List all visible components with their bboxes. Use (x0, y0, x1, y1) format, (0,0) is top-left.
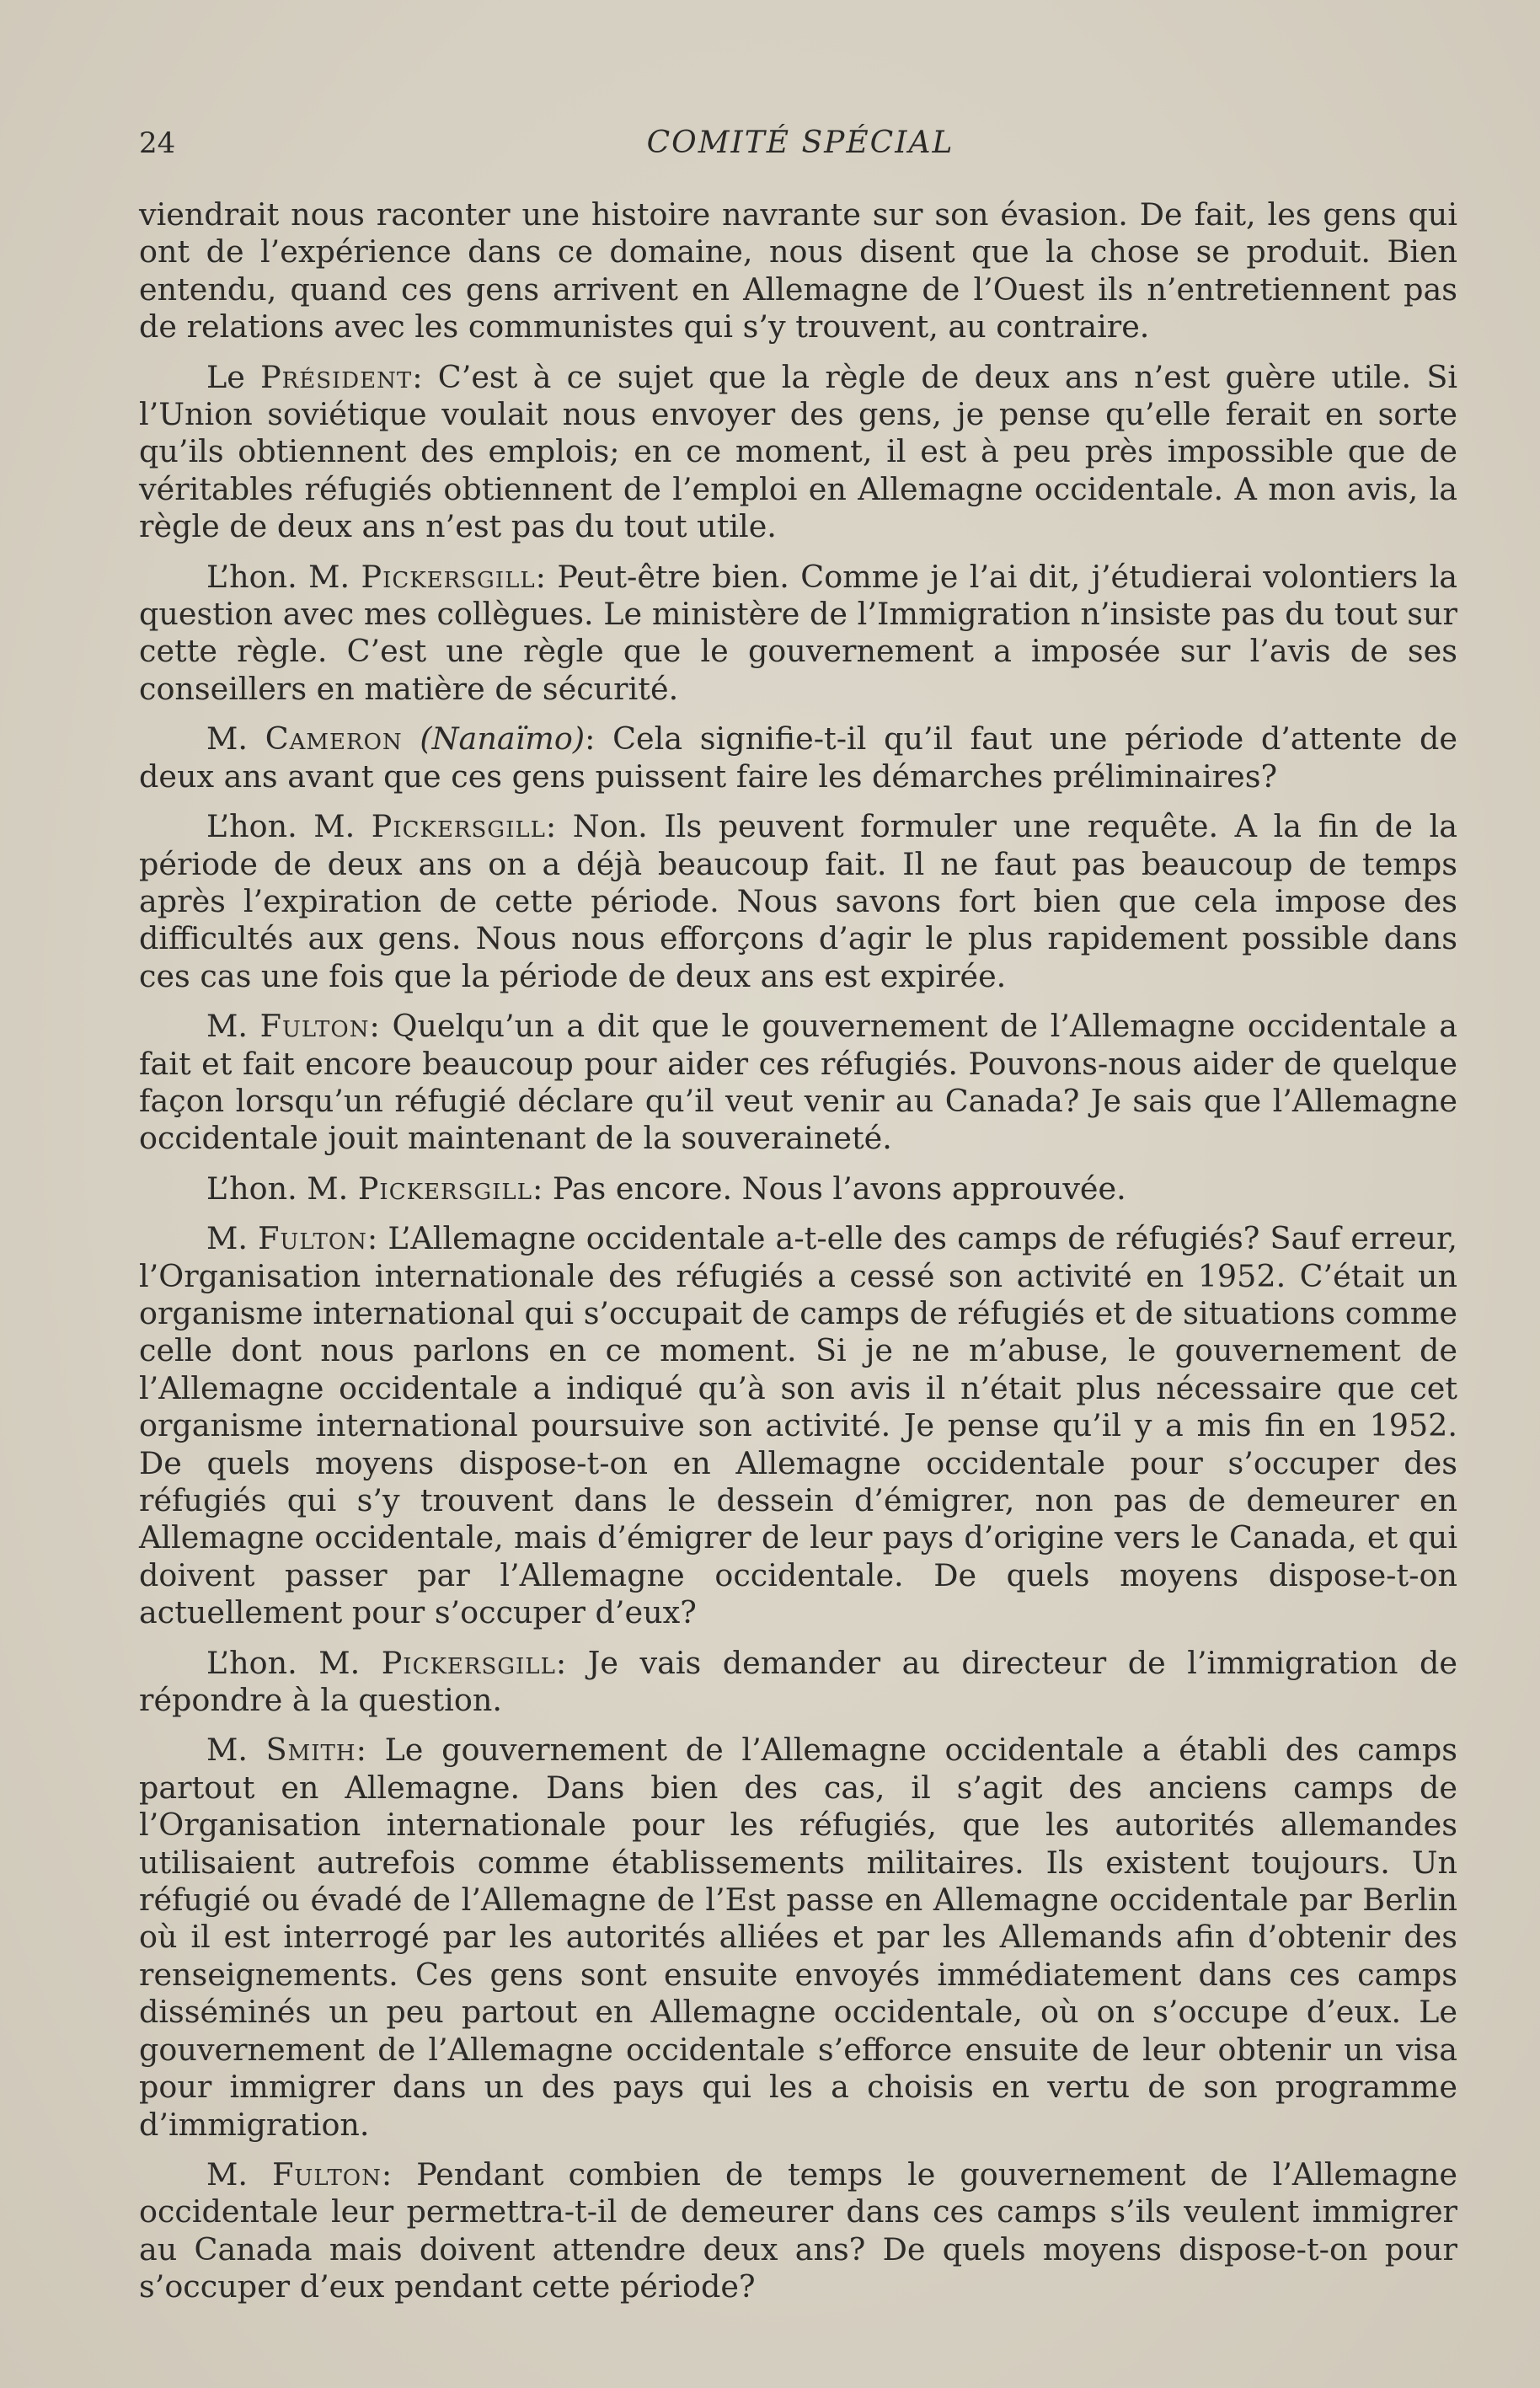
paragraph-text: Non. Ils peuvent formuler une requête. A la fin de la période de deux ans on a déjà beaucoup fait. Il ne faut pas beaucoup de temps après l’expiration de cette période. Nous savons fort bien que cela impose des difficultés aux gens. Nous nous efforçons d’agir le plus rapidement possible dans ces cas une fois que la période de deux ans est expirée. (139, 808, 1457, 994)
speaker-name: Pickersgill (361, 558, 536, 595)
paragraph-text: Pas encore. Nous l’avons approuvée. (552, 1170, 1126, 1207)
speaker-name: Smith (265, 1732, 356, 1769)
speaker-name: Fulton (258, 1220, 367, 1257)
speech-paragraph (139, 1645, 1457, 1720)
speaker-prefix: Le (206, 358, 261, 395)
page-header (139, 118, 1462, 169)
speaker-name: Pickersgill (357, 1170, 532, 1207)
paragraph-text: viendrait nous raconter une histoire navrante sur son évasion. De fait, les gens qui ont de l’expérience dans ce domaine, nous disent que la chose se produit. Bien entendu, quand ces gens arrivent en Allemagne de l’Ouest ils n’entretiennent pas de relations avec les communistes qui s’y trouvent, au contraire. (139, 196, 1457, 345)
speaker-separator: : (532, 1170, 553, 1207)
speaker-name: Pickersgill (371, 808, 546, 845)
speech-paragraph (139, 2156, 1457, 2306)
speech-paragraph (139, 359, 1457, 546)
speaker-riding: (Nanaïmo) (402, 720, 586, 758)
paragraph-text: Le gouvernement de l’Allemagne occidentale a établi des camps partout en Allemagne. Dans bien des cas, il s’agit des anciens camps de l’Organisation internationale pour les réfugiés, que les autorités allemandes utilisaient autrefois comme établissements militaires. Ils existent toujours. Un réfugié ou évadé de l’Allemagne de l’Est passe en Allemagne occidentale par Berlin où il est interrogé par les autorités alliées et par les Allemands afin d’obtenir des renseignements. Ces gens sont ensuite envoyés immédiatement dans ces camps disséminés un peu partout en Allemagne occidentale, où on s’occupe d’eux. Le gouvernement de l’Allemagne occidentale s’efforce ensuite de leur obtenir un visa pour immigrer dans un des pays qui les a choisis en vertu de son programme d’immigration. (139, 1732, 1458, 2143)
paragraph-text: Peut-être bien. Comme je l’ai dit, j’étudierai volontiers la question avec mes collègues. Le ministère de l’Immigration n’insiste pas du tout sur cette règle. C’est une règle que le gouvernement a imposée sur l’avis de ses conseillers en matière de sécurité. (139, 558, 1457, 707)
speaker-prefix: M. (206, 1008, 260, 1045)
paragraph-continuation (139, 196, 1457, 346)
speaker-separator: : (555, 1644, 588, 1681)
speaker-name: Fulton (272, 2155, 382, 2193)
running-title: COMITÉ SPÉCIAL (646, 126, 954, 160)
speaker-prefix: M. (206, 2155, 273, 2193)
speech-paragraph (139, 559, 1457, 709)
paragraph-text: L’Allemagne occidentale a-t-elle des camps de réfugiés? Sauf erreur, l’Organisation internationale des réfugiés a cessé son activité en 1952. C’était un organisme international qui s’occupait de camps de réfugiés et de situations comme celle dont nous parlons en ce moment. Si je ne m’abuse, le gouvernement de l’Allemagne occidentale a indiqué qu’à son avis il n’était plus nécessaire que cet organisme international poursuive son activité. Je pense qu’il y a mis fin en 1952. De quels moyens dispose-t-on en Allemagne occidentale pour s’occuper des réfugiés qui s’y trouvent dans le dessein d’émigrer, non pas de demeurer en Allemagne occidentale, mais d’émigrer de leur pays d’origine vers le Canada, et qui doivent passer par l’Allemagne occidentale. De quels moyens dispose-t-on actuellement pour s’occuper d’eux? (139, 1220, 1457, 1631)
speech-paragraph (139, 720, 1457, 795)
paragraph-text: Je vais demander au directeur de l’immigration de répondre à la question. (139, 1644, 1457, 1719)
speech-paragraph (139, 1732, 1457, 2143)
speaker-name: Fulton (259, 1008, 370, 1045)
speaker-separator: : (585, 720, 613, 758)
speaker-prefix: L’hon. M. (206, 558, 361, 595)
paragraph-text: Pendant combien de temps le gouvernement de l’Allemagne occidentale leur permettra-t-il de demeurer dans ces camps s’ils veulent immigrer au Canada mais doivent attendre deux ans? De quels moyens dispose-t-on pour s’occuper d’eux pendant cette période? (139, 2155, 1458, 2305)
speaker-prefix: M. (206, 1732, 266, 1769)
speaker-prefix: M. (206, 720, 265, 758)
speaker-prefix: M. (206, 1220, 259, 1257)
speaker-separator: : (381, 2155, 417, 2193)
speaker-name: Pickersgill (381, 1644, 556, 1681)
speaker-separator: : (366, 1220, 388, 1257)
speech-paragraph (139, 1220, 1457, 1631)
speaker-name: Cameron (265, 720, 403, 758)
page-body (139, 196, 1457, 2319)
speaker-prefix: L’hon. M. (206, 1170, 358, 1207)
speaker-separator: : (412, 358, 438, 395)
paragraph-text: C’est à ce sujet que la règle de deux ans n’est guère utile. Si l’Union soviétique voulait nous envoyer des gens, je pense qu’elle ferait en sorte qu’ils obtiennent des emplois; en ce moment, il est à peu près impossible que de véritables réfugiés obtiennent de l’emploi en Allemagne occidentale. A mon avis, la règle de deux ans n’est pas du tout utile. (139, 358, 1457, 545)
speaker-separator: : (369, 1008, 393, 1045)
paragraph-text: Quelqu’un a dit que le gouvernement de l’Allemagne occidentale a fait et fait encore beaucoup pour aider ces réfugiés. Pouvons-nous aider de quelque façon lorsqu’un réfugié déclare qu’il veut venir au Canada? Je sais que l’Allemagne occidentale jouit maintenant de la souveraineté. (139, 1008, 1457, 1157)
speaker-separator: : (356, 1732, 385, 1769)
speech-paragraph (139, 1008, 1457, 1158)
speech-paragraph (139, 808, 1457, 995)
speaker-separator: : (545, 808, 573, 845)
speaker-separator: : (535, 558, 558, 595)
paragraph-text: Cela signifie-t-il qu’il faut une période d’attente de deux ans avant que ces gens puissent faire les démarches préliminaires? (139, 720, 1458, 795)
speaker-name: Président (260, 358, 413, 395)
page-number: 24 (139, 126, 176, 160)
speaker-prefix: L’hon. M. (206, 808, 372, 845)
speech-paragraph (139, 1170, 1457, 1207)
speaker-prefix: L’hon. M. (206, 1644, 382, 1681)
